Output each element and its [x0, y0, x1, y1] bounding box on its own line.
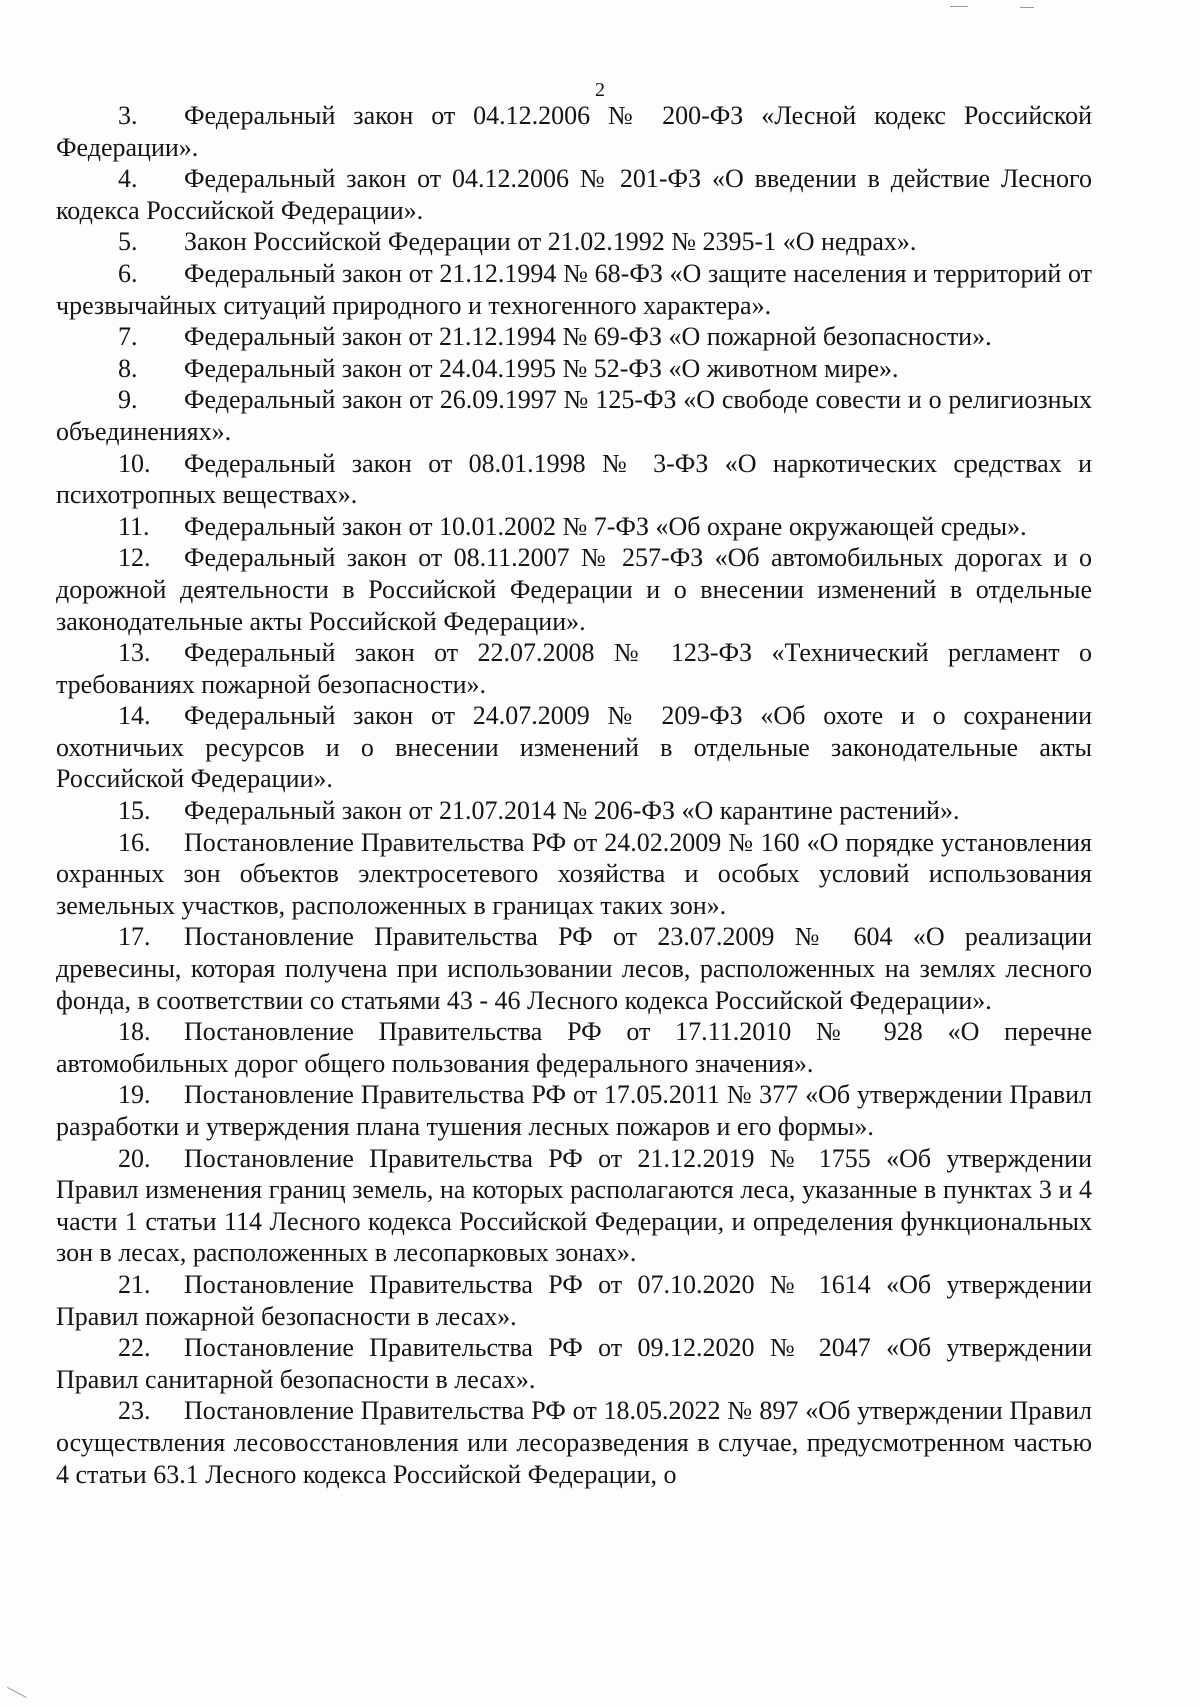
item-text: Постановление Правительства РФ от 07.10.2020 № 1614 «Об утверждении Правил пожарной безопасности в лесах». [56, 1269, 1092, 1331]
item-text: Федеральный закон от 22.07.2008 № 123-ФЗ «Технический регламент о требованиях пожарной безопасности». [56, 638, 1092, 699]
item-number: 16. [118, 827, 151, 857]
scan-artifact [950, 6, 968, 7]
item-text: Федеральный закон от 26.09.1997 № 125-ФЗ «О свободе совести и о религиозных объединениях». [56, 385, 1092, 446]
list-item [56, 1395, 1092, 1490]
item-text: Постановление Правительства РФ от 23.07.2009 № 604 «О реализации древесины, которая получена при использовании лесов, расположенных на землях лесного фонда, в соответствии со статьями 43 - 46 Лесного кодекса Российской Федерации». [56, 922, 1092, 1015]
item-text: Постановление Правительства РФ от 21.12.2019 № 1755 «Об утверждении Правил изменения границ земель, на которых располагаются леса, указанные в пунктах 3 и 4 части 1 статьи 114 Лесного кодекса Российской Федерации, и определения функциональных зон в лесах, расположенных в лесопарковых зонах». [56, 1143, 1092, 1268]
item-number: 20. [118, 1143, 151, 1173]
list-item [56, 1269, 1092, 1332]
item-text: Федеральный закон от 21.12.1994 № 69-ФЗ «О пожарной безопасности». [184, 322, 992, 352]
item-number: 13. [118, 638, 151, 668]
scan-artifact [1020, 7, 1034, 8]
item-text: Постановление Правительства РФ от 17.11.2010 № 928 «О перечне автомобильных дорог общего пользования федерального значения». [56, 1017, 1092, 1078]
list-item [56, 321, 1092, 353]
item-text: Постановление Правительства РФ от 18.05.2022 № 897 «Об утверждении Правил осуществления лесовосстановления или лесоразведения в случае, предусмотренном частью 4 статьи 63.1 Лесного кодекса Российской Федерации, о [56, 1396, 1092, 1489]
list-item [56, 353, 1092, 385]
item-text: Федеральный закон от 21.07.2014 № 206-ФЗ «О карантине растений». [184, 796, 960, 826]
list-item [56, 1079, 1092, 1142]
item-text: Федеральный закон от 24.07.2009 № 209-ФЗ «Об охоте и о сохранении охотничьих ресурсов и о внесении изменений в отдельные законодательные акты Российской Федерации». [56, 701, 1092, 794]
item-number: 8. [118, 353, 138, 383]
list-item [56, 226, 1092, 258]
list-item [56, 795, 1092, 827]
list-item [56, 258, 1092, 321]
item-number: 3. [118, 101, 138, 130]
item-number: 21. [118, 1269, 151, 1299]
item-number: 18. [118, 1017, 151, 1047]
item-text: Закон Российской Федерации от 21.02.1992 № 2395-1 «О недрах». [184, 227, 917, 257]
list-item [56, 163, 1092, 226]
legal-acts-list [56, 100, 1092, 1490]
list-item [56, 1143, 1092, 1269]
item-number: 22. [118, 1333, 151, 1363]
list-item [56, 1332, 1092, 1395]
item-number: 15. [118, 796, 151, 826]
item-number: 17. [118, 922, 151, 952]
item-text: Федеральный закон от 21.12.1994 № 68-ФЗ «О защите населения и территорий от чрезвычайных ситуаций природного и техногенного характера». [56, 258, 1092, 320]
item-number: 7. [118, 322, 138, 352]
list-item [56, 384, 1092, 447]
list-item [56, 1016, 1092, 1079]
list-item [56, 100, 1092, 163]
item-text: Федеральный закон от 08.01.1998 № 3-ФЗ «О наркотических средствах и психотропных веществах». [56, 448, 1092, 510]
item-number: 12. [118, 543, 151, 573]
list-item [56, 637, 1092, 700]
item-text: Федеральный закон от 08.11.2007 № 257-ФЗ «Об автомобильных дорогах и о дорожной деятельности в Российской Федерации и о внесении изменений в отдельные законодательные акты Российской Федерации». [56, 543, 1092, 636]
list-item [56, 542, 1092, 637]
list-item [56, 700, 1092, 795]
item-text: Федеральный закон от 10.01.2002 № 7-ФЗ «Об охране окружающей среды». [184, 511, 1027, 541]
list-item [56, 827, 1092, 922]
list-item [56, 511, 1092, 543]
item-number: 14. [118, 701, 151, 731]
item-text: Федеральный закон от 24.04.1995 № 52-ФЗ «О животном мире». [184, 353, 899, 383]
item-text: Постановление Правительства РФ от 24.02.2009 № 160 «О порядке установления охранных зон объектов электросетевого хозяйства и особых условий использования земельных участков, расположенных в границах таких зон». [56, 827, 1092, 920]
item-number: 6. [118, 258, 138, 288]
item-number: 4. [118, 164, 138, 194]
scan-artifact [7, 1687, 27, 1698]
list-item [56, 448, 1092, 511]
item-text: Федеральный закон от 04.12.2006 № 200-ФЗ «Лесной кодекс Российской Федерации». [56, 101, 1092, 162]
item-text: Постановление Правительства РФ от 17.05.2011 № 377 «Об утверждении Правил разработки и утверждения плана тушения лесных пожаров и его формы». [56, 1080, 1092, 1141]
item-number: 10. [118, 448, 151, 478]
item-number: 11. [118, 511, 150, 541]
item-text: Постановление Правительства РФ от 09.12.2020 № 2047 «Об утверждении Правил санитарной безопасности в лесах». [56, 1333, 1092, 1394]
list-item [56, 921, 1092, 1016]
item-text: Федеральный закон от 04.12.2006 № 201-ФЗ «О введении в действие Лесного кодекса Российской Федерации». [56, 164, 1092, 225]
item-number: 9. [118, 385, 138, 415]
item-number: 5. [118, 227, 138, 257]
item-number: 19. [118, 1080, 151, 1110]
item-number: 23. [118, 1396, 151, 1426]
page-number: 2 [595, 79, 605, 101]
